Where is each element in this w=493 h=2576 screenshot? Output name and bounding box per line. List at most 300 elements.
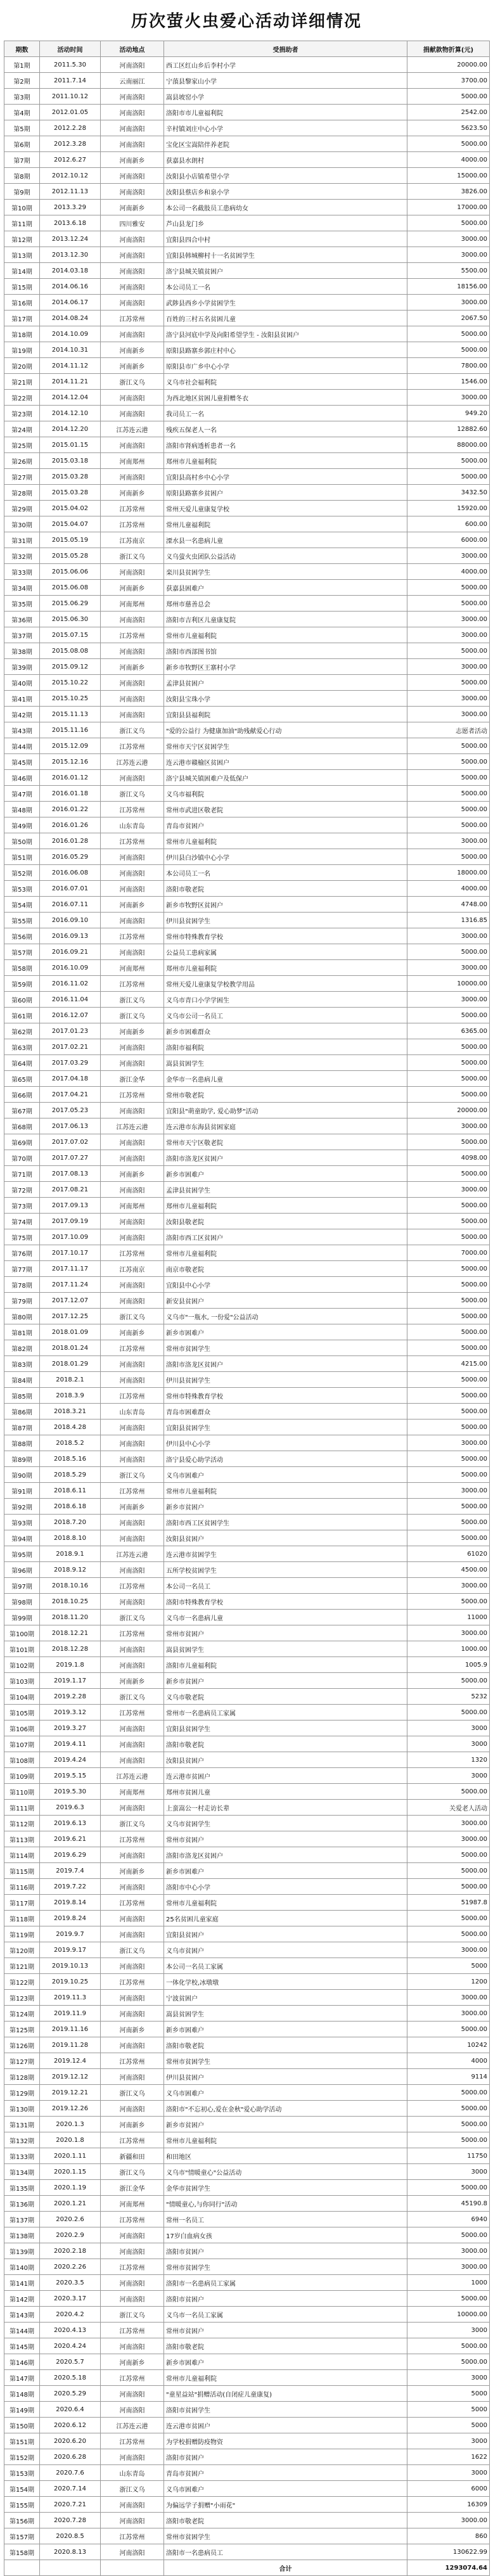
amount-cell: 3000	[407, 1736, 490, 1752]
col-header-date: 活动时间	[40, 41, 101, 57]
amount-cell: 5000.00	[407, 1451, 490, 1467]
period-cell: 第86期	[4, 1404, 40, 1419]
location-cell: 河南新乡	[101, 342, 164, 358]
header-row	[4, 41, 490, 57]
recipient-cell: 洛阳市一名患病员工	[164, 2544, 407, 2560]
date-cell: 2014.03.18	[40, 263, 101, 279]
location-cell: 河南新乡	[101, 659, 164, 675]
recipient-cell: 洛阳市市儿童福利院	[164, 105, 407, 120]
recipient-cell: 宝化区宝嵩陪伴养老院	[164, 136, 407, 152]
location-cell: 河南洛阳	[101, 1150, 164, 1166]
date-cell: 2019.11.28	[40, 2037, 101, 2053]
period-cell: 第118期	[4, 1911, 40, 1926]
location-cell: 江苏常州	[101, 627, 164, 643]
amount-cell: 5000.00	[407, 215, 490, 231]
table-row	[4, 1689, 490, 1705]
recipient-cell: 洛阳市西部图书馆	[164, 643, 407, 659]
period-cell: 第10期	[4, 200, 40, 215]
date-cell: 2020.7.6	[40, 2465, 101, 2481]
location-cell: 云南丽江	[101, 73, 164, 89]
recipient-cell: 伊川县贫困学生	[164, 1372, 407, 1388]
period-cell: 第129期	[4, 2085, 40, 2101]
table-row	[4, 786, 490, 802]
table-row	[4, 1594, 490, 1610]
table-row	[4, 2307, 490, 2323]
date-cell: 2016.05.29	[40, 849, 101, 865]
table-row	[4, 247, 490, 263]
amount-cell: 4000.00	[407, 881, 490, 897]
recipient-cell: 伊川县贫困学生	[164, 913, 407, 928]
date-cell: 2018.6.18	[40, 1499, 101, 1515]
location-cell: 河南洛阳	[101, 1419, 164, 1435]
location-cell: 江苏连云港	[101, 421, 164, 437]
date-cell: 2020.4.24	[40, 2338, 101, 2354]
location-cell: 河南洛阳	[101, 1594, 164, 1610]
date-cell: 2017.10.09	[40, 1229, 101, 1245]
total-value: 1293074.64	[407, 2560, 490, 2576]
period-cell: 第56期	[4, 928, 40, 944]
recipient-cell: 本公司员工一名	[164, 865, 407, 881]
recipient-cell: 义乌市"情暖童心"公益活动	[164, 2164, 407, 2180]
date-cell: 2018.3.9	[40, 1388, 101, 1404]
recipient-cell: 青岛市贫困户	[164, 2465, 407, 2481]
date-cell: 2017.03.29	[40, 1055, 101, 1071]
period-cell: 第3期	[4, 89, 40, 105]
table-row	[4, 1245, 490, 1261]
recipient-cell: 汝阳县蔡店乡和泉小学	[164, 184, 407, 200]
date-cell: 2017.11.17	[40, 1261, 101, 1277]
period-cell: 第22期	[4, 390, 40, 406]
recipient-cell: 洛阳市福利院	[164, 1039, 407, 1055]
location-cell: 江苏常州	[101, 976, 164, 992]
amount-cell: 5000.00	[407, 1879, 490, 1895]
date-cell: 2019.12.21	[40, 2085, 101, 2101]
location-cell: 浙江义乌	[101, 2481, 164, 2497]
amount-cell: 5000.00	[407, 596, 490, 612]
table-row	[4, 2022, 490, 2037]
amount-cell: 5000.00	[407, 2132, 490, 2148]
amount-cell: 5000.00	[407, 1499, 490, 1515]
date-cell: 2016.09.13	[40, 928, 101, 944]
date-cell: 2015.09.12	[40, 659, 101, 675]
location-cell: 河南洛阳	[101, 390, 164, 406]
location-cell: 河南洛阳	[101, 1990, 164, 2006]
location-cell: 河南洛阳	[101, 1530, 164, 1546]
amount-cell: 5000.00	[407, 1673, 490, 1689]
table-row	[4, 548, 490, 564]
amount-cell: 5000.00	[407, 1419, 490, 1435]
amount-cell: 3826.00	[407, 184, 490, 200]
amount-cell: 3000.00	[407, 1182, 490, 1198]
location-cell: 河南洛阳	[101, 2006, 164, 2022]
date-cell: 2020.2.9	[40, 2227, 101, 2243]
amount-cell: 5000.00	[407, 136, 490, 152]
date-cell: 2017.01.23	[40, 1023, 101, 1039]
table-row	[4, 73, 490, 89]
period-cell: 第62期	[4, 1023, 40, 1039]
table-row	[4, 1435, 490, 1451]
date-cell: 2016.01.18	[40, 786, 101, 802]
date-cell: 2013.6.18	[40, 215, 101, 231]
date-cell: 2019.8.24	[40, 1911, 101, 1926]
location-cell: 河南洛阳	[101, 120, 164, 136]
table-row	[4, 770, 490, 786]
recipient-cell: 武陟县西乡小学贫困学生	[164, 295, 407, 311]
recipient-cell: 宁波贫困户	[164, 1990, 407, 2006]
amount-cell: 3000.00	[407, 247, 490, 263]
amount-cell: 3000	[407, 2164, 490, 2180]
date-cell: 2018.12.28	[40, 1641, 101, 1657]
recipient-cell: 百姓的三村五名贫困儿童	[164, 311, 407, 326]
table-row	[4, 1134, 490, 1150]
date-cell: 2018.8.10	[40, 1530, 101, 1546]
location-cell: 浙江义乌	[101, 1942, 164, 1958]
location-cell: 河南洛阳	[101, 564, 164, 580]
date-cell: 2019.11.9	[40, 2006, 101, 2022]
table-row	[4, 1118, 490, 1134]
total-label: 合计	[164, 2560, 407, 2576]
amount-cell: 3000.00	[407, 1816, 490, 1831]
location-cell: 江苏常州	[101, 1578, 164, 1594]
table-row	[4, 1467, 490, 1483]
location-cell: 河南洛阳	[101, 1229, 164, 1245]
table-row	[4, 2037, 490, 2053]
table-row	[4, 2528, 490, 2544]
date-cell: 2020.5.7	[40, 2354, 101, 2370]
period-cell: 第39期	[4, 659, 40, 675]
period-cell: 第17期	[4, 311, 40, 326]
amount-cell: 5232	[407, 1689, 490, 1705]
table-row	[4, 1324, 490, 1340]
amount-cell: 3432.50	[407, 485, 490, 501]
date-cell: 2018.10.16	[40, 1578, 101, 1594]
recipient-cell: 孟津县贫困学生	[164, 1182, 407, 1198]
location-cell: 河南洛阳	[101, 1372, 164, 1388]
period-cell: 第99期	[4, 1610, 40, 1625]
period-cell: 第116期	[4, 1879, 40, 1895]
date-cell: 2017.08.13	[40, 1166, 101, 1182]
table-row	[4, 738, 490, 754]
table-row	[4, 1721, 490, 1736]
location-cell: 浙江义乌	[101, 2307, 164, 2323]
date-cell: 2019.11.16	[40, 2022, 101, 2037]
amount-cell: 9114	[407, 2069, 490, 2085]
table-row	[4, 1071, 490, 1087]
period-cell: 第33期	[4, 564, 40, 580]
date-cell: 2019.12.4	[40, 2053, 101, 2069]
location-cell: 河南洛阳	[101, 2386, 164, 2402]
location-cell: 江苏连云港	[101, 1768, 164, 1784]
period-cell: 第81期	[4, 1324, 40, 1340]
period-cell: 第105期	[4, 1705, 40, 1721]
period-cell: 第119期	[4, 1926, 40, 1942]
table-row	[4, 1055, 490, 1071]
period-cell: 第80期	[4, 1309, 40, 1324]
location-cell: 江苏常州	[101, 516, 164, 532]
amount-cell: 5000.00	[407, 453, 490, 469]
date-cell: 2017.12.07	[40, 1293, 101, 1309]
location-cell: 江苏常州	[101, 928, 164, 944]
location-cell: 河南洛阳	[101, 168, 164, 184]
table-row	[4, 1150, 490, 1166]
date-cell: 2015.11.16	[40, 722, 101, 738]
table-row	[4, 279, 490, 295]
amount-cell: 17000.00	[407, 200, 490, 215]
recipient-cell: 连云港市贫困户	[164, 2418, 407, 2433]
period-cell: 第26期	[4, 453, 40, 469]
table-row	[4, 817, 490, 833]
date-cell: 2018.01.09	[40, 1324, 101, 1340]
table-row	[4, 1768, 490, 1784]
location-cell: 河南洛阳	[101, 881, 164, 897]
table-row	[4, 802, 490, 817]
date-cell: 2018.10.25	[40, 1594, 101, 1610]
recipient-cell: 郑州市贫困儿童	[164, 1784, 407, 1800]
location-cell: 浙江金华	[101, 1071, 164, 1087]
recipient-cell: 洛阳市贫困学生	[164, 2402, 407, 2418]
date-cell: 2020.2.26	[40, 2259, 101, 2275]
amount-cell: 4098.00	[407, 1150, 490, 1166]
recipient-cell: 宁蒗县黎家山小学	[164, 73, 407, 89]
amount-cell: 5000	[407, 2386, 490, 2402]
recipient-cell: 义乌市一名员工家属	[164, 2307, 407, 2323]
location-cell: 江苏常州	[101, 501, 164, 516]
amount-cell: 3000.00	[407, 2259, 490, 2275]
recipient-cell: 洛阳市敬老院	[164, 2338, 407, 2354]
amount-cell: 3000	[407, 1768, 490, 1784]
table-row	[4, 421, 490, 437]
amount-cell: 20000.00	[407, 1103, 490, 1118]
period-cell: 第64期	[4, 1055, 40, 1071]
date-cell: 2019.6.21	[40, 1831, 101, 1847]
recipient-cell: 常州市儿童福利院	[164, 2370, 407, 2386]
date-cell: 2013.12.24	[40, 231, 101, 247]
date-cell: 2016.01.12	[40, 770, 101, 786]
amount-cell: 5000.00	[407, 1404, 490, 1419]
location-cell: 江苏南京	[101, 532, 164, 548]
period-cell: 第40期	[4, 675, 40, 691]
table-row	[4, 516, 490, 532]
date-cell: 2014.11.12	[40, 358, 101, 374]
period-cell: 第150期	[4, 2418, 40, 2433]
period-cell: 第29期	[4, 501, 40, 516]
period-cell: 第158期	[4, 2544, 40, 2560]
recipient-cell: 新乡市贫困户	[164, 1499, 407, 1515]
date-cell: 2015.05.19	[40, 532, 101, 548]
location-cell: 河南洛阳	[101, 707, 164, 722]
recipient-cell: 常州一名员工	[164, 2212, 407, 2227]
recipient-cell: 宜阳县县福利院	[164, 707, 407, 722]
amount-cell: 61020	[407, 1546, 490, 1562]
table-row	[4, 469, 490, 485]
recipient-cell: 常州市贫困学生	[164, 1340, 407, 1356]
table-row	[4, 2117, 490, 2132]
location-cell: 浙江义乌	[101, 1816, 164, 1831]
period-cell: 第87期	[4, 1419, 40, 1435]
location-cell: 河南洛阳	[101, 1752, 164, 1768]
date-cell: 2019.2.28	[40, 1689, 101, 1705]
location-cell: 河南洛阳	[101, 1641, 164, 1657]
recipient-cell: 郑州市慈善总会	[164, 596, 407, 612]
period-cell: 第144期	[4, 2323, 40, 2338]
date-cell: 2020.7.28	[40, 2513, 101, 2528]
location-cell: 浙江义乌	[101, 374, 164, 390]
date-cell: 2018.01.29	[40, 1356, 101, 1372]
date-cell: 2019.6.3	[40, 1800, 101, 1816]
table-body	[4, 57, 490, 2560]
amount-cell: 3000.00	[407, 612, 490, 627]
date-cell: 2016.07.01	[40, 881, 101, 897]
location-cell: 河南郑州	[101, 1198, 164, 1214]
date-cell: 2017.10.17	[40, 1245, 101, 1261]
date-cell: 2018.4.28	[40, 1419, 101, 1435]
amount-cell: 1316.85	[407, 913, 490, 928]
period-cell: 第53期	[4, 881, 40, 897]
period-cell: 第94期	[4, 1530, 40, 1546]
period-cell: 第47期	[4, 786, 40, 802]
amount-cell: 1005.9	[407, 1657, 490, 1673]
recipient-cell: 洛阳市贫困户	[164, 2291, 407, 2307]
recipient-cell: 青岛市困难群众	[164, 1404, 407, 1419]
amount-cell: 5000.00	[407, 1008, 490, 1023]
recipient-cell: 宜阳县贫困学生	[164, 1419, 407, 1435]
date-cell: 2015.10.25	[40, 691, 101, 707]
amount-cell: 5000.00	[407, 2117, 490, 2132]
location-cell: 河南洛阳	[101, 1736, 164, 1752]
table-row	[4, 57, 490, 73]
period-cell: 第142期	[4, 2291, 40, 2307]
recipient-cell: 汝阳县贫困户	[164, 1752, 407, 1768]
recipient-cell: 常州市贫困学生	[164, 2259, 407, 2275]
recipient-cell: 新乡市贫困户	[164, 1673, 407, 1689]
location-cell: 河南洛阳	[101, 2275, 164, 2291]
date-cell: 2020.4.2	[40, 2307, 101, 2323]
period-cell: 第31期	[4, 532, 40, 548]
table-row	[4, 833, 490, 849]
recipient-cell: "情暖童心,与你同行"活动	[164, 2196, 407, 2212]
recipient-cell: 常州市贫困户	[164, 1625, 407, 1641]
location-cell: 河南洛阳	[101, 1293, 164, 1309]
recipient-cell: 常州市儿童福利院	[164, 1895, 407, 1911]
col-header-amount: 捐献款物折算(元)	[407, 41, 490, 57]
table-row	[4, 532, 490, 548]
table-row	[4, 754, 490, 770]
amount-cell: 5000.00	[407, 2022, 490, 2037]
recipient-cell: 常州市特殊教育学校	[164, 928, 407, 944]
date-cell: 2018.5.2	[40, 1435, 101, 1451]
location-cell: 河南洛阳	[101, 231, 164, 247]
period-cell: 第146期	[4, 2354, 40, 2370]
amount-cell: 5000.00	[407, 944, 490, 960]
period-cell: 第37期	[4, 627, 40, 643]
date-cell: 2018.01.24	[40, 1340, 101, 1356]
period-cell: 第70期	[4, 1150, 40, 1166]
table-row	[4, 152, 490, 168]
table-row	[4, 231, 490, 247]
amount-cell: 2067.50	[407, 311, 490, 326]
amount-cell: 5000.00	[407, 469, 490, 485]
date-cell: 2020.6.20	[40, 2433, 101, 2449]
date-cell: 2012.3.28	[40, 136, 101, 152]
location-cell: 四川雅安	[101, 215, 164, 231]
amount-cell: 5000.00	[407, 1926, 490, 1942]
period-cell: 第46期	[4, 770, 40, 786]
amount-cell: 3000.00	[407, 231, 490, 247]
date-cell: 2011.5.30	[40, 57, 101, 73]
location-cell: 河南洛阳	[101, 279, 164, 295]
period-cell: 第155期	[4, 2497, 40, 2513]
recipient-cell: 常州市儿童福利院	[164, 2132, 407, 2148]
date-cell: 2019.3.27	[40, 1721, 101, 1736]
recipient-cell: 洛阳市洛龙区贫困户	[164, 1150, 407, 1166]
table-row	[4, 897, 490, 913]
table-row	[4, 2132, 490, 2148]
location-cell: 浙江金华	[101, 2180, 164, 2196]
period-cell: 第6期	[4, 136, 40, 152]
period-cell: 第18期	[4, 326, 40, 342]
period-cell: 第57期	[4, 944, 40, 960]
recipient-cell: 洛阳市肾病透析患者一名	[164, 437, 407, 453]
table-row	[4, 2101, 490, 2117]
recipient-cell: 新乡市困难户	[164, 1863, 407, 1879]
location-cell: 河南洛阳	[101, 57, 164, 73]
period-cell: 第66期	[4, 1087, 40, 1103]
period-cell: 第114期	[4, 1847, 40, 1863]
date-cell: 2020.3.5	[40, 2275, 101, 2291]
date-cell: 2012.10.12	[40, 168, 101, 184]
location-cell: 河南洛阳	[101, 105, 164, 120]
recipient-cell: 残疾五保老人一名	[164, 421, 407, 437]
period-cell: 第54期	[4, 897, 40, 913]
table-row	[4, 1705, 490, 1721]
date-cell: 2019.10.25	[40, 1974, 101, 1990]
period-cell: 第74期	[4, 1214, 40, 1229]
period-cell: 第102期	[4, 1657, 40, 1673]
amount-cell: 5623.50	[407, 120, 490, 136]
location-cell: 河南洛阳	[101, 1847, 164, 1863]
date-cell: 2020.1.19	[40, 2180, 101, 2196]
col-header-period: 期数	[4, 41, 40, 57]
amount-cell: 5000.00	[407, 2101, 490, 2117]
period-cell: 第21期	[4, 374, 40, 390]
table-row	[4, 580, 490, 596]
date-cell: 2019.11.3	[40, 1990, 101, 2006]
recipient-cell: "童星益站"捐赠活动(自闭症儿童康复)	[164, 2386, 407, 2402]
period-cell: 第55期	[4, 913, 40, 928]
date-cell: 2015.03.28	[40, 469, 101, 485]
recipient-cell: 宜阳县韩城柳村十一名贫困学生	[164, 247, 407, 263]
table-row	[4, 120, 490, 136]
period-cell: 第36期	[4, 612, 40, 627]
table-row	[4, 2544, 490, 2560]
table-row	[4, 1562, 490, 1578]
recipient-cell: 新乡市困难户	[164, 1166, 407, 1182]
period-cell: 第127期	[4, 2053, 40, 2069]
amount-cell: 5000.00	[407, 326, 490, 342]
table-row	[4, 1546, 490, 1562]
date-cell: 2019.4.24	[40, 1752, 101, 1768]
table-row	[4, 1103, 490, 1118]
table-row	[4, 1198, 490, 1214]
period-cell: 第23期	[4, 406, 40, 421]
period-cell: 第88期	[4, 1435, 40, 1451]
amount-cell: 5000.00	[407, 89, 490, 105]
table-row	[4, 1752, 490, 1768]
period-cell: 第61期	[4, 1008, 40, 1023]
recipient-cell: 和田地区	[164, 2148, 407, 2164]
location-cell: 河南郑州	[101, 2196, 164, 2212]
location-cell: 江苏常州	[101, 833, 164, 849]
